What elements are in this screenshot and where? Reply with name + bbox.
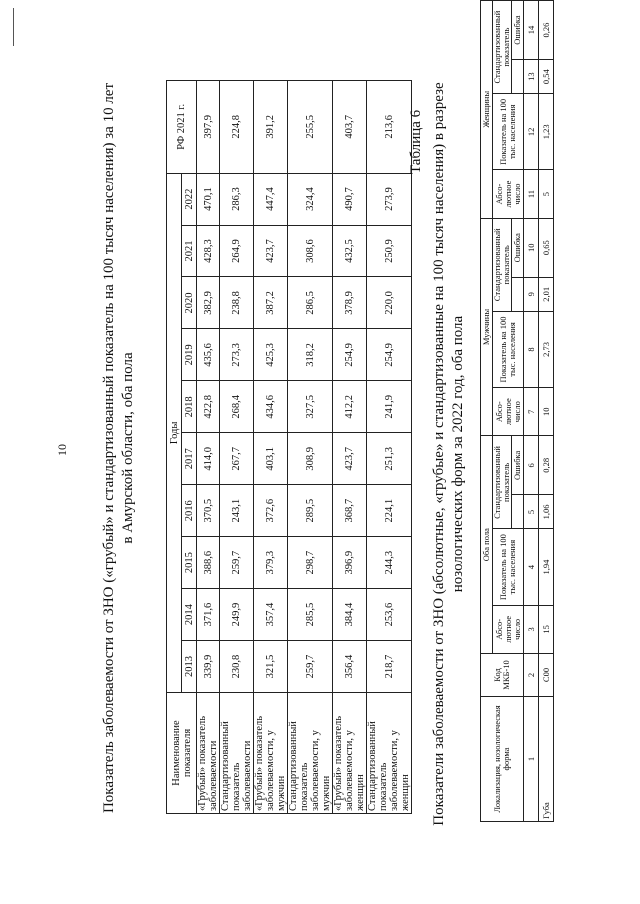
value-cell: 382,9	[197, 277, 220, 329]
column-number: 8	[524, 311, 539, 387]
value-cell: 224,1	[367, 485, 412, 537]
col-header-err: Ошибка	[512, 436, 524, 495]
year-header: 2015	[182, 537, 197, 589]
column-number: 5	[524, 495, 539, 529]
value-cell: 387,2	[254, 277, 288, 329]
value-cell: 254,9	[367, 329, 412, 381]
icd-code: C00	[539, 654, 554, 697]
value-cell: 0,28	[539, 436, 554, 495]
value-cell: 388,6	[197, 537, 220, 589]
col-header-localization: Локализация, нозологическая форма	[481, 697, 524, 822]
year-header: 2014	[182, 589, 197, 641]
table-row	[254, 81, 288, 814]
column-number: 11	[524, 170, 539, 218]
column-number: 7	[524, 388, 539, 436]
value-cell: 273,3	[220, 329, 254, 381]
col-header-rate: Показатель на 100 тыс. населения	[493, 94, 524, 170]
value-cell: 434,6	[254, 381, 288, 433]
value-cell: 298,7	[288, 537, 333, 589]
value-cell: 403,1	[254, 433, 288, 485]
year-header: 2021	[182, 225, 197, 277]
col-header-empty	[512, 495, 524, 529]
col-header-err: Ошибка	[512, 1, 524, 60]
value-cell: 412,2	[333, 381, 367, 433]
rf-value-cell: 391,2	[254, 81, 288, 174]
year-header: 2016	[182, 485, 197, 537]
value-cell: 378,9	[333, 277, 367, 329]
rf-value-cell: 397,9	[197, 81, 220, 174]
table-row	[288, 81, 333, 814]
value-cell: 286,3	[220, 173, 254, 225]
value-cell: 15	[539, 605, 554, 653]
col-header-abs: Абсо-лютное число	[493, 605, 524, 653]
table2-title: Показатели заболеваемости от ЗНО (абсолютные, «грубые» и стандартизованные на 100 тысяч населения) в разрезе нозологических форм за 2022 год, оба пола	[431, 82, 466, 826]
col-header-std: Стандартизованный показатель	[493, 436, 512, 529]
value-cell: 372,6	[254, 485, 288, 537]
value-cell: 414,0	[197, 433, 220, 485]
value-cell: 249,9	[220, 589, 254, 641]
col-header-abs: Абсо-лютное число	[493, 388, 524, 436]
value-cell: 327,5	[288, 381, 333, 433]
col-header-icd: Код МКБ-10	[481, 654, 524, 697]
col-header-empty	[512, 60, 524, 94]
value-cell: 264,9	[220, 225, 254, 277]
value-cell: 243,1	[220, 485, 254, 537]
value-cell: 2,73	[539, 311, 554, 387]
rf-value-cell: 224,8	[220, 81, 254, 174]
table-number: Таблица 6	[408, 109, 424, 174]
value-cell: 250,9	[367, 225, 412, 277]
col-header-women: Женщины	[481, 1, 493, 219]
year-header: 2018	[182, 381, 197, 433]
value-cell: 308,9	[288, 433, 333, 485]
column-number-row	[524, 1, 539, 822]
col-header-years: Годы	[167, 173, 182, 692]
column-number: 13	[524, 60, 539, 94]
value-cell: 321,5	[254, 641, 288, 693]
col-header-abs: Абсо-лютное число	[493, 170, 524, 218]
value-cell: 285,5	[288, 589, 333, 641]
value-cell: 267,7	[220, 433, 254, 485]
value-cell: 425,3	[254, 329, 288, 381]
row-label: «Грубый» показатель заболеваемости, у женщин	[333, 693, 367, 814]
value-cell: 273,9	[367, 173, 412, 225]
value-cell: 447,4	[254, 173, 288, 225]
column-number: 9	[524, 277, 539, 311]
value-cell: 218,7	[367, 641, 412, 693]
rf-value-cell: 255,5	[288, 81, 333, 174]
year-header: 2022	[182, 173, 197, 225]
year-header: 2020	[182, 277, 197, 329]
value-cell: 357,4	[254, 589, 288, 641]
year-header: 2013	[182, 641, 197, 693]
col-header-rate: Показатель на 100 тыс. населения	[493, 311, 524, 387]
value-cell: 432,5	[333, 225, 367, 277]
column-number: 1	[524, 697, 539, 822]
value-cell: 259,7	[288, 641, 333, 693]
value-cell: 428,3	[197, 225, 220, 277]
table-row	[197, 81, 220, 814]
value-cell: 470,1	[197, 173, 220, 225]
rf-value-cell: 213,6	[367, 81, 412, 174]
value-cell: 384,4	[333, 589, 367, 641]
row-label: Стандартизованный показатель заболеваемости, у мужчин	[288, 693, 333, 814]
value-cell: 2,01	[539, 277, 554, 311]
value-cell: 254,9	[333, 329, 367, 381]
value-cell: 268,4	[220, 381, 254, 433]
column-number: 4	[524, 529, 539, 605]
value-cell: 1,23	[539, 94, 554, 170]
value-cell: 253,6	[367, 589, 412, 641]
year-header: 2017	[182, 433, 197, 485]
value-cell: 490,7	[333, 173, 367, 225]
col-header-err: Ошибка	[512, 218, 524, 277]
incidence-table	[166, 80, 412, 814]
value-cell: 1,94	[539, 529, 554, 605]
value-cell: 1,06	[539, 495, 554, 529]
year-header: 2019	[182, 329, 197, 381]
value-cell: 379,3	[254, 537, 288, 589]
value-cell: 422,8	[197, 381, 220, 433]
col-header-rf: РФ 2021 г.	[167, 81, 197, 174]
value-cell: 0,54	[539, 60, 554, 94]
col-header-std: Стандартизованный показатель	[493, 1, 512, 94]
value-cell: 435,6	[197, 329, 220, 381]
value-cell: 230,8	[220, 641, 254, 693]
nosology-table	[480, 0, 554, 822]
incidence-table-body	[197, 81, 412, 814]
row-label: Губа	[539, 697, 554, 822]
page-number: 10	[55, 444, 69, 456]
value-cell: 339,9	[197, 641, 220, 693]
col-header-empty	[512, 277, 524, 311]
value-cell: 356,4	[333, 641, 367, 693]
value-cell: 251,3	[367, 433, 412, 485]
row-label: Стандартизованный показатель заболеваемости	[220, 693, 254, 814]
column-number: 3	[524, 605, 539, 653]
value-cell: 5	[539, 170, 554, 218]
col-header-men: Мужчины	[481, 218, 493, 436]
table-row	[333, 81, 367, 814]
column-number: 12	[524, 94, 539, 170]
table-row	[539, 1, 554, 822]
col-header-both: Оба пола	[481, 436, 493, 654]
value-cell: 10	[539, 388, 554, 436]
value-cell: 318,2	[288, 329, 333, 381]
value-cell: 368,7	[333, 485, 367, 537]
value-cell: 0,65	[539, 218, 554, 277]
row-label: «Грубый» показатель заболеваемости, у мужчин	[254, 693, 288, 814]
column-number: 14	[524, 1, 539, 60]
table-row	[367, 81, 412, 814]
rf-value-cell: 403,7	[333, 81, 367, 174]
value-cell: 396,9	[333, 537, 367, 589]
column-number: 2	[524, 654, 539, 697]
value-cell: 0,26	[539, 1, 554, 60]
row-label: Стандартизованный показатель заболеваемости, у женщин	[367, 693, 412, 814]
column-number: 10	[524, 218, 539, 277]
value-cell: 371,6	[197, 589, 220, 641]
value-cell: 423,7	[333, 433, 367, 485]
value-cell: 286,5	[288, 277, 333, 329]
table1-title: Показатель заболеваемости от ЗНО («грубый» и стандартизованный показатель на 100 тысяч населения) за 10 лет в Амурской области, оба пола	[101, 82, 136, 814]
value-cell: 241,9	[367, 381, 412, 433]
value-cell: 289,5	[288, 485, 333, 537]
col-header-rate: Показатель на 100 тыс. населения	[493, 529, 524, 605]
table-row	[220, 81, 254, 814]
value-cell: 259,7	[220, 537, 254, 589]
value-cell: 220,0	[367, 277, 412, 329]
col-header-std: Стандартизованный показатель	[493, 218, 512, 311]
column-number: 6	[524, 436, 539, 495]
value-cell: 238,8	[220, 277, 254, 329]
col-header-name: Наименование показателя	[167, 693, 197, 814]
value-cell: 244,3	[367, 537, 412, 589]
value-cell: 324,4	[288, 173, 333, 225]
value-cell: 370,5	[197, 485, 220, 537]
value-cell: 423,7	[254, 225, 288, 277]
value-cell: 308,6	[288, 225, 333, 277]
row-label: «Грубый» показатель заболеваемости	[197, 693, 220, 814]
